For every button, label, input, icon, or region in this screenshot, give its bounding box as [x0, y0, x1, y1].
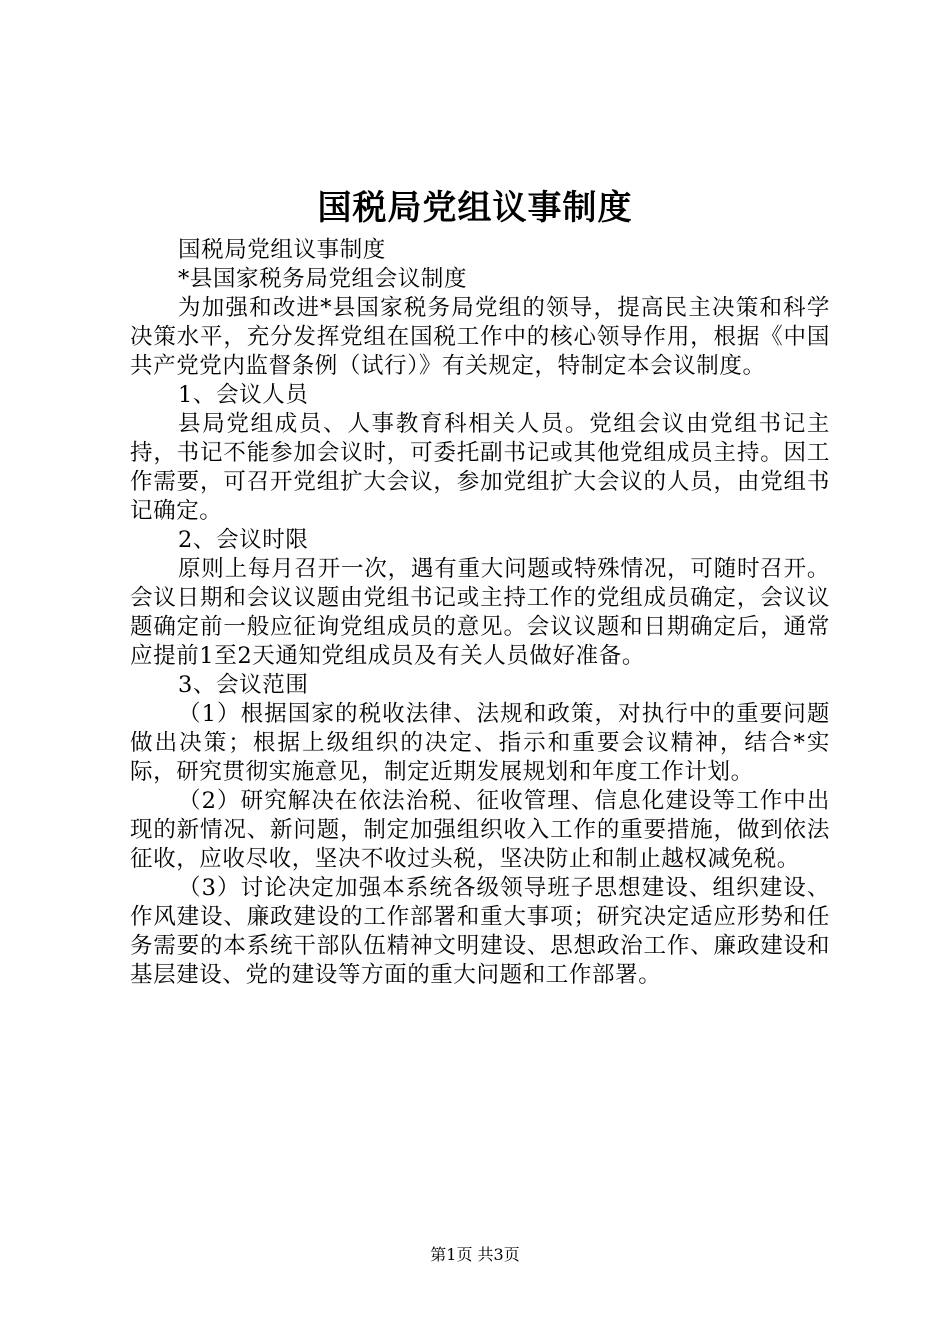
paragraph-item-3: （3）讨论决定加强本系统各级领导班子思想建设、组织建设、作风建设、廉政建设的工作部署和重大事项；研究决定适应形势和任务需要的本系统干部队伍精神文明建设、思想政治工作、廉政建设和基层建设、党的建设等方面的重大问题和工作部署。	[130, 875, 830, 988]
section-heading-1: 1、会议人员	[178, 382, 309, 408]
paragraph-heading: *县国家税务局党组会议制度	[178, 266, 468, 292]
paragraph-item-1: （1）根据国家的税收法律、法规和政策，对执行中的重要问题做出决策；根据上级组织的决定、指示和重要会议精神，结合*实际，研究贯彻实施意见，制定近期发展规划和年度工作计划。	[130, 701, 830, 785]
paragraph-item-2: （2）研究解决在依法治税、征收管理、信息化建设等工作中出现的新情况、新问题，制定加强组织收入工作的重要措施，做到依法征收，应收尽收，坚决不收过头税，坚决防止和制止越权减免税。	[130, 788, 830, 872]
paragraph-section-1: 县局党组成员、人事教育科相关人员。党组会议由党组书记主持，书记不能参加会议时，可委托副书记或其他党组成员主持。因工作需要，可召开党组扩大会议，参加党组扩大会议的人员，由党组书记确定。	[130, 411, 830, 524]
paragraph-subtitle: 国税局党组议事制度	[178, 237, 386, 263]
section-heading-3: 3、会议范围	[178, 672, 309, 698]
page-footer: 第1页 共3页	[430, 1245, 520, 1264]
section-heading-2: 2、会议时限	[178, 527, 309, 553]
document-title: 国税局党组议事制度	[317, 188, 633, 228]
paragraph-section-2: 原则上每月召开一次，遇有重大问题或特殊情况，可随时召开。会议日期和会议议题由党组书记或主持工作的党组成员确定，会议议题确定前一般应征询党组成员的意见。会议议题和日期确定后，通常应提前1至2天通知党组成员及有关人员做好准备。	[130, 556, 830, 669]
document-body	[130, 236, 830, 990]
paragraph-intro: 为加强和改进*县国家税务局党组的领导，提高民主决策和科学决策水平，充分发挥党组在国税工作中的核心领导作用，根据《中国共产党党内监督条例（试行）》有关规定，特制定本会议制度。	[130, 295, 830, 379]
